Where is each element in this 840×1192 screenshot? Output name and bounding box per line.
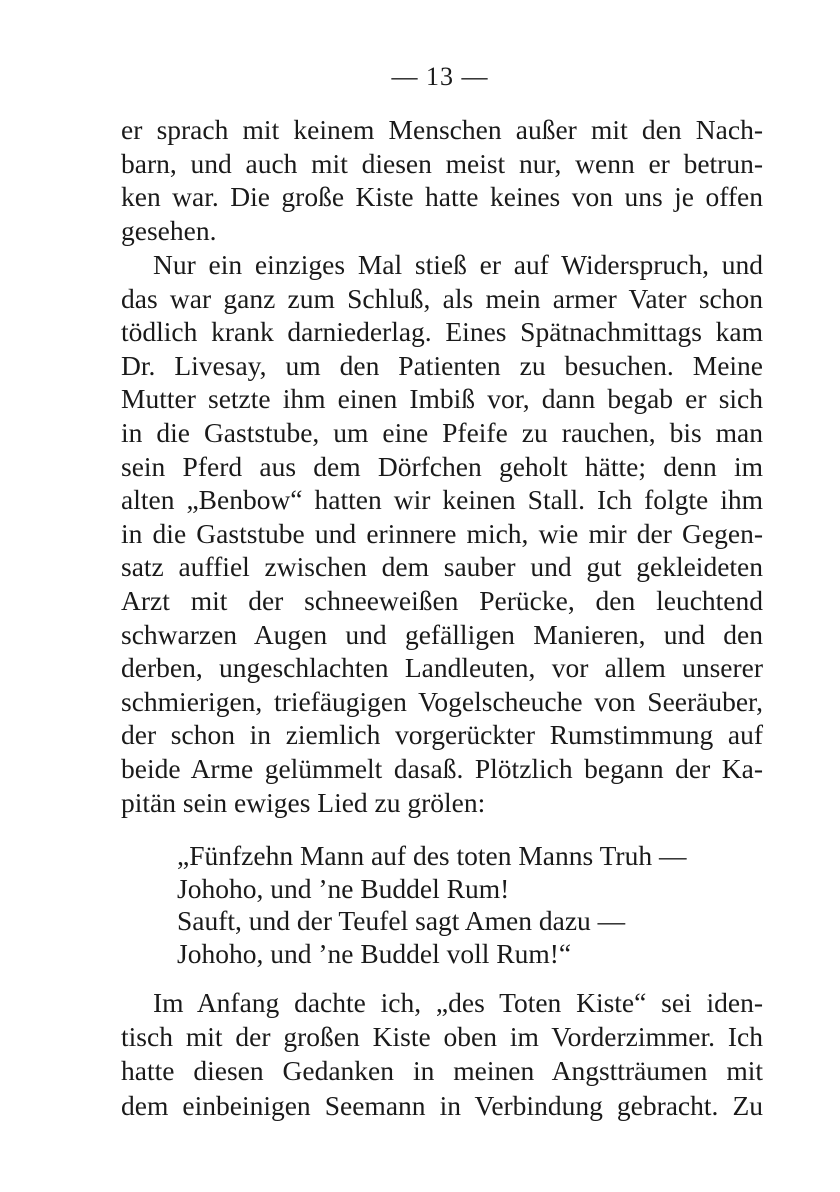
text-line: Nur ein einziges Mal stieß er auf Widerspruch, und bbox=[153, 249, 763, 280]
song-verse bbox=[177, 840, 757, 970]
text-line: gesehen. bbox=[121, 214, 217, 246]
text-line: tödlich krank darniederlag. Eines Spätnachmittags kam bbox=[121, 316, 763, 348]
verse-line: Johoho, und ’ne Buddel Rum! bbox=[177, 872, 510, 904]
text-line: Arzt mit der schneeweißen Perücke, den leuchtend bbox=[121, 584, 763, 616]
text-line: barn, und auch mit diesen meist nur, wenn er betrun- bbox=[121, 147, 763, 179]
text-line: Mutter setzte ihm einen Imbiß vor, dann begab er sich bbox=[121, 383, 763, 415]
text-line: Im Anfang dachte ich, „des Toten Kiste“ sei iden- bbox=[153, 987, 763, 1018]
text-line: dem einbeinigen Seemann in Verbindung gebracht. Zu bbox=[121, 1089, 763, 1121]
text-line: das war ganz zum Schluß, als mein armer Vater schon bbox=[121, 282, 763, 314]
text-line: schmierigen, triefäugigen Vogelscheuche von Seeräuber, bbox=[121, 685, 763, 717]
text-line: satz auffiel zwischen dem sauber und gut gekleideten bbox=[121, 551, 763, 583]
text-line: beide Arme gelümmelt dasaß. Plötzlich begann der Ka- bbox=[121, 752, 763, 784]
page-number: — 13 — bbox=[391, 62, 489, 91]
text-line: sein Pferd aus dem Dörfchen geholt hätte; denn im bbox=[121, 450, 763, 482]
paragraph-1 bbox=[121, 113, 763, 247]
text-line: tisch mit der großen Kiste oben im Vorderzimmer. Ich bbox=[121, 1021, 763, 1053]
text-line: derben, ungeschlachten Landleuten, vor allem unserer bbox=[121, 652, 763, 684]
text-line: ken war. Die große Kiste hatte keines von uns je offen bbox=[121, 181, 763, 213]
text-line: Dr. Livesay, um den Patienten zu besuchen. Meine bbox=[121, 349, 763, 381]
text-line: in die Gaststube, um eine Pfeife zu rauchen, bis man bbox=[121, 416, 763, 448]
verse-line: Johoho, und ’ne Buddel voll Rum!“ bbox=[177, 937, 572, 969]
verse-line: Sauft, und der Teufel sagt Amen dazu — bbox=[177, 905, 626, 936]
verse-line: „Fünfzehn Mann auf des toten Manns Truh — bbox=[177, 840, 687, 871]
text-line: alten „Benbow“ hatten wir keinen Stall. Ich folgte ihm bbox=[121, 484, 763, 516]
paragraph-3 bbox=[121, 986, 763, 1123]
text-line: pitän sein ewiges Lied zu grölen: bbox=[121, 786, 486, 818]
text-line: in die Gaststube und erinnere mich, wie mir der Gegen- bbox=[121, 517, 763, 549]
text-line: er sprach mit keinem Menschen außer mit den Nach- bbox=[121, 114, 763, 145]
text-line: schwarzen Augen und gefälligen Manieren, und den bbox=[121, 618, 763, 650]
text-line: der schon in ziemlich vorgerückter Rumstimmung auf bbox=[121, 719, 763, 751]
paragraph-2 bbox=[121, 248, 763, 819]
text-line: hatte diesen Gedanken in meinen Angstträumen mit bbox=[121, 1055, 763, 1087]
